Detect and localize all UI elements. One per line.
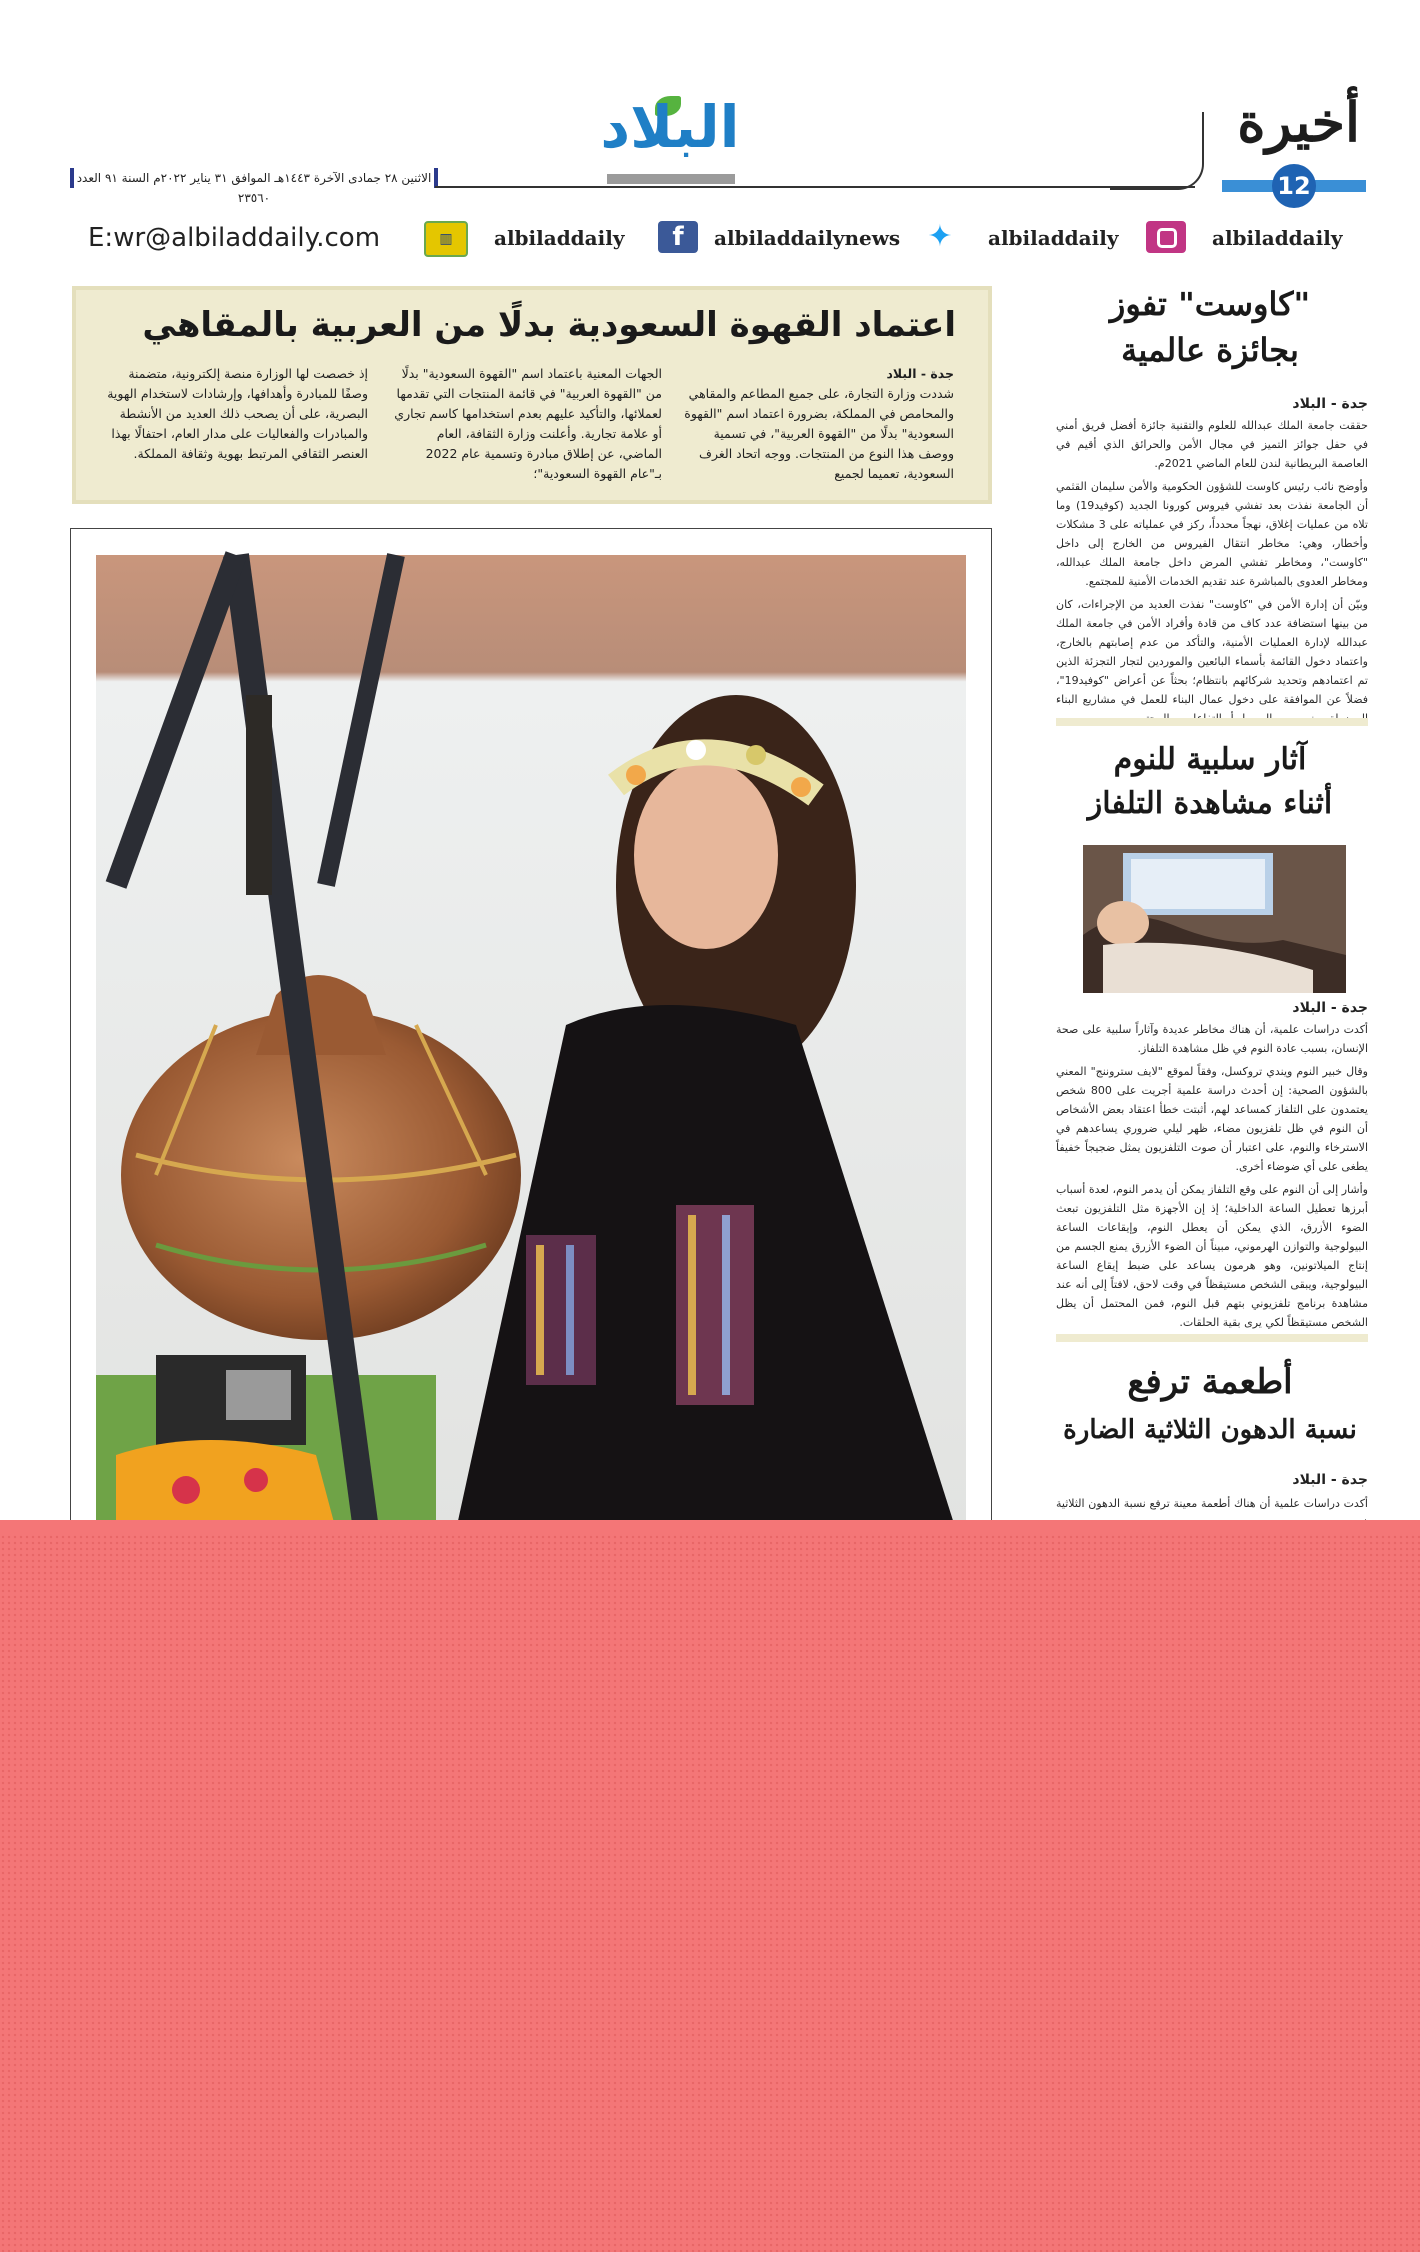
website-handle[interactable]: albiladdaily <box>494 226 625 250</box>
lead-column-3-text: إذ خصصت لها الوزارة منصة إلكترونية، متضمنة وصفًا للمبادرة وأهدافها، وإرشادات لاستخدام الهوية البصرية، على أن يصحب ذلك العديد من الأنشطة والمبادرات والفعاليات على مدار العام، احتفالًا بهذا العنصر الثقافي المرتبط بهوية وثقافة المملكة. <box>107 366 368 461</box>
side-divider-2 <box>1056 1334 1368 1342</box>
lead-column-1 <box>684 364 954 494</box>
lead-headline: اعتماد القهوة السعودية بدلًا من العربية بالمقاهي <box>142 305 956 345</box>
main-photo <box>96 555 966 1530</box>
logo-text: البلاد <box>600 93 740 161</box>
side-story-3-title-line-1: أطعمة ترفع <box>1127 1362 1293 1402</box>
date-line: الاثنين ٢٨ جمادى الآخرة ١٤٤٣هـ الموافق ٣١ يناير ٢٠٢٢م السنة ٩١ العدد ٢٣٥٦٠ <box>70 168 438 188</box>
header-curve <box>1110 112 1204 190</box>
side-story-1-body <box>1056 416 1369 706</box>
twitter-handle[interactable]: albiladdaily <box>988 226 1119 250</box>
website-icon[interactable]: ▥ <box>424 221 468 257</box>
side-story-1-para-2: وأوضح نائب رئيس كاوست للشؤون الحكومية والأمن سليمان القثمي أن الجامعة نفذت بعد تفشي فيروس كورونا الجديد (كوفيد19) وما تلاه من عمليات إغلاق، نهجاً محدداً، ركز في عملياته على 3 مشكلات وأخطار، وهي: مخاطر انتقال الفيروس من الخارج إلى داخل "كاوست"، ومخاطر تفشي المرض داخل جامعة الملك عبدالله، ومخاطر العدوى بالمباشرة عند تقديم الخدمات الأمنية للمجتمع. <box>1056 480 1369 588</box>
side-story-3-para-1: أكدت دراسات علمية أن هناك أطعمة معينة ترفع نسبة الدهون الثلاثية <box>1056 1497 1368 1510</box>
lead-column-2-text: الجهات المعنية باعتماد اسم "القهوة السعودية" بدلًا من "القهوة العربية" في قائمة المنتجات التي تقدمها لعملائها، والتأكيد عليهم بعدم استخدامها كاسم تجاري أو علامة تجارية. وأعلنت وزارة الثقافة، العام الماضي، عن إطلاق مبادرة وتسمية عام 2022 بـ"عام القهوة السعودية"؛ <box>394 366 662 481</box>
overlay-top-edge <box>0 1520 1420 1534</box>
side-story-3-body <box>1056 1494 1368 1518</box>
header-rule <box>435 186 1195 188</box>
logo-underline <box>607 174 735 184</box>
side-story-2-para-3: وأشار إلى أن النوم على وقع التلفاز يمكن أن يدمر النوم، لعدة أسباب أبرزها تعطيل الساعة الداخلية؛ إذ إن الأجهزة مثل التلفزيون تبعث الضوء الأزرق، الذي يمكن أن يعطل النوم، وإيقاعات الساعة البيولوجية والتوازن الهرموني، مبيناً أن الضوء الأزرق يمنع الجسم من إنتاج الميلاتونين، وهو هرمون يساعد على ضبط إيقاع الساعة البيولوجية، ويبقى الشخص مستيقظاً في وقت لاحق، لافتاً إلى أنه عند مشاهدة برنامج تلفزيوني بتهم قبل النوم، فمن المحتمل أن يظل الشخص مستيقظاً لكي يرى بقية الحلقات. <box>1056 1183 1368 1329</box>
page-number-badge: 12 <box>1272 164 1316 208</box>
side-story-3-title-line-2: نسبة الدهون الثلاثية الضارة <box>1063 1415 1357 1445</box>
tv-photo-illustration <box>1083 845 1346 993</box>
side-story-2-body <box>1056 1020 1368 1329</box>
instagram-handle[interactable]: albiladdaily <box>1212 226 1343 250</box>
side-story-1-byline: جدة - البلاد <box>1292 396 1368 412</box>
masthead-logo <box>595 92 745 188</box>
instagram-icon[interactable] <box>1146 221 1186 253</box>
email-link[interactable]: E:wr@albiladdaily.com <box>88 223 381 253</box>
side-story-2-title-line-1: آثار سلبية للنوم <box>1113 742 1307 777</box>
main-photo-illustration <box>96 555 966 1530</box>
side-story-2-byline: جدة - البلاد <box>1292 1000 1368 1016</box>
side-story-2-title-line-2: أثناء مشاهدة التلفاز <box>1087 786 1333 821</box>
lead-column-2 <box>392 364 662 494</box>
side-story-2-para-1: أكدت دراسات علمية، أن هناك مخاطر عديدة وآثاراً سلبية على صحة الإنسان، بسبب عادة النوم في ظل مشاهدة التلفاز. <box>1056 1023 1368 1055</box>
side-story-1-title-line-2: بجائزة عالمية <box>1121 331 1299 369</box>
section-name: أخيرة <box>1237 90 1360 154</box>
side-story-3-byline: جدة - البلاد <box>1292 1472 1368 1488</box>
side-story-1-para-1: حققت جامعة الملك عبدالله للعلوم والتقنية جائزة أفضل فريق أمني في حفل جوائز التميز في مجال الأمن والحرائق الذي أقيم في العاصمة البريطانية لندن للعام الماضي 2021م. <box>1056 419 1368 470</box>
side-divider-1 <box>1056 718 1368 726</box>
facebook-handle[interactable]: albiladdailynews <box>714 226 901 250</box>
facebook-icon[interactable]: f <box>658 221 698 253</box>
side-story-1-title-line-1: "كاوست" تفوز <box>1109 285 1311 323</box>
tv-photo <box>1083 845 1346 993</box>
twitter-icon[interactable]: ✦ <box>927 219 953 254</box>
lead-byline: جدة - البلاد <box>886 366 954 381</box>
side-story-2-para-2: وقال خبير النوم ويندي تروكسل، وفقاً لموقع "لايف ستروننج" المعني بالشؤون الصحية: إن أحدث دراسة علمية أجريت على 800 شخص يعتمدون على التلفاز كمساعد لهم، أثبتت خطأ اعتقاد بعض الأشخاص أن النوم في ظل تلفزيون مضاء، ظهر ليلي ضروري يساعدهم في الاسترخاء والنوم، على اعتبار أن صوت التلفزيون يمثل ضجيجاً خفيفاً يطغى على أي ضوضاء أخرى. <box>1056 1065 1368 1173</box>
lead-column-1-text: شددت وزارة التجارة، على جميع المطاعم والمقاهي والمحامص في المملكة، بضرورة اعتماد اسم "القهوة السعودية" بدلًا من "القهوة العربية"، في تسمية ووصف هذا النوع من المنتجات. ووجه اتحاد الغرف السعودية، تعميما لجميع <box>684 386 954 481</box>
red-overlay <box>0 1534 1420 2252</box>
lead-column-3 <box>98 364 368 494</box>
side-story-1-para-3: وبيّن أن إدارة الأمن في "كاوست" نفذت العديد من الإجراءات، كان من بينها استضافة عدد كاف من قادة وأفراد الأمن في جامعة الملك عبدالله لإدارة العمليات الأمنية، والتأكد من عدم إصابتهم بالخارج، واعتماد دخول القائمة بأسماء البائعين والموردين لتجار التجزئة الذين تم اعتمادهم وتحديد شركائهم بانتظام؛ بحثاً عن أعراض "كوفيد19"، فضلاً عن الموافقة على دخول عمال البناء للعمل في مشاريع البناء <box>1056 598 1368 706</box>
